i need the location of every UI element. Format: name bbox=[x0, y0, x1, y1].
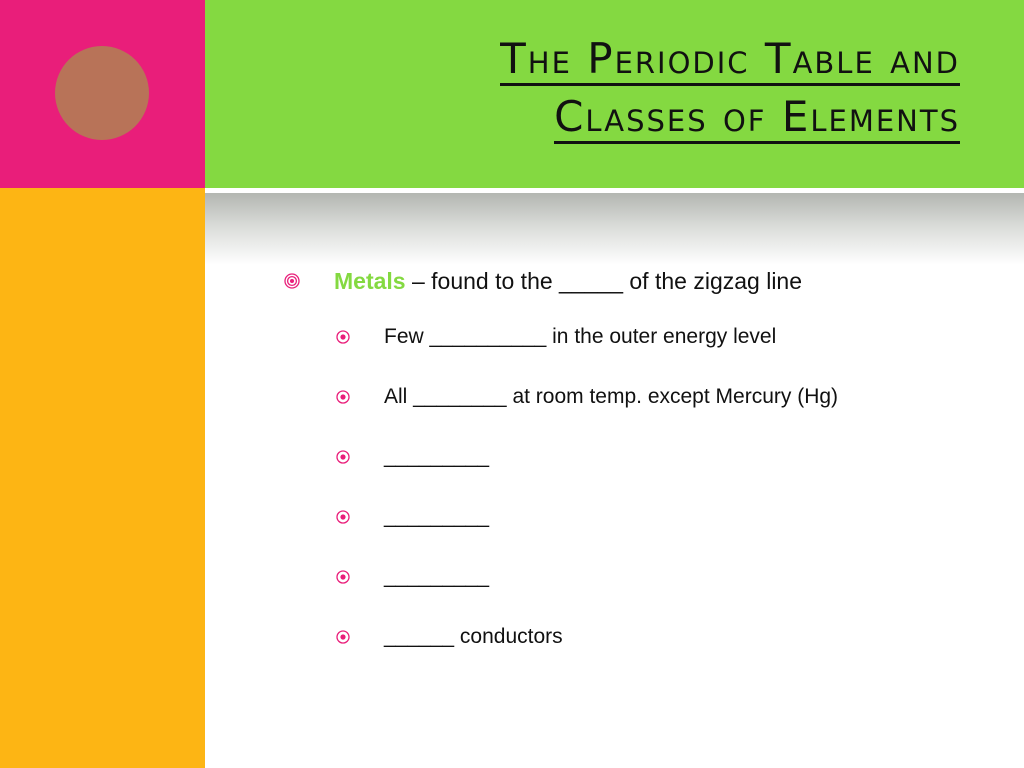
bullet-list bbox=[284, 262, 984, 678]
sub-bullet bbox=[284, 558, 984, 596]
slide-title bbox=[260, 30, 960, 146]
sub-bullet bbox=[284, 378, 984, 416]
sub-bullet-text: _________ bbox=[384, 505, 490, 528]
sub-bullet-text: ______ conductors bbox=[384, 625, 563, 648]
sub-bullet bbox=[284, 618, 984, 656]
target-bullet-icon bbox=[336, 510, 350, 524]
title-line-1: The Periodic Table and bbox=[260, 30, 960, 88]
orange-side-block bbox=[0, 188, 205, 768]
main-bullet bbox=[284, 262, 984, 300]
target-bullet-icon bbox=[336, 450, 350, 464]
main-bullet-rest: – found to the _____ of the zigzag line bbox=[405, 267, 803, 294]
main-bullet-text bbox=[334, 268, 802, 295]
sub-bullet bbox=[284, 438, 984, 476]
sub-bullet-text: _________ bbox=[384, 565, 490, 588]
target-bullet-icon bbox=[336, 330, 350, 344]
title-line-2: Classes of Elements bbox=[260, 88, 960, 146]
decorative-circle bbox=[55, 46, 149, 140]
gradient-band bbox=[205, 193, 1024, 265]
target-bullet-icon bbox=[284, 273, 300, 289]
target-bullet-icon bbox=[336, 630, 350, 644]
target-bullet-icon bbox=[336, 390, 350, 404]
sub-bullet bbox=[284, 318, 984, 356]
sub-bullet-text: _________ bbox=[384, 445, 490, 468]
sub-bullet-text: Few __________ in the outer energy level bbox=[384, 325, 777, 348]
target-bullet-icon bbox=[336, 570, 350, 584]
sub-bullet-text: All ________ at room temp. except Mercury (Hg) bbox=[384, 385, 839, 408]
sub-bullet bbox=[284, 498, 984, 536]
metals-keyword: Metals bbox=[334, 267, 406, 294]
